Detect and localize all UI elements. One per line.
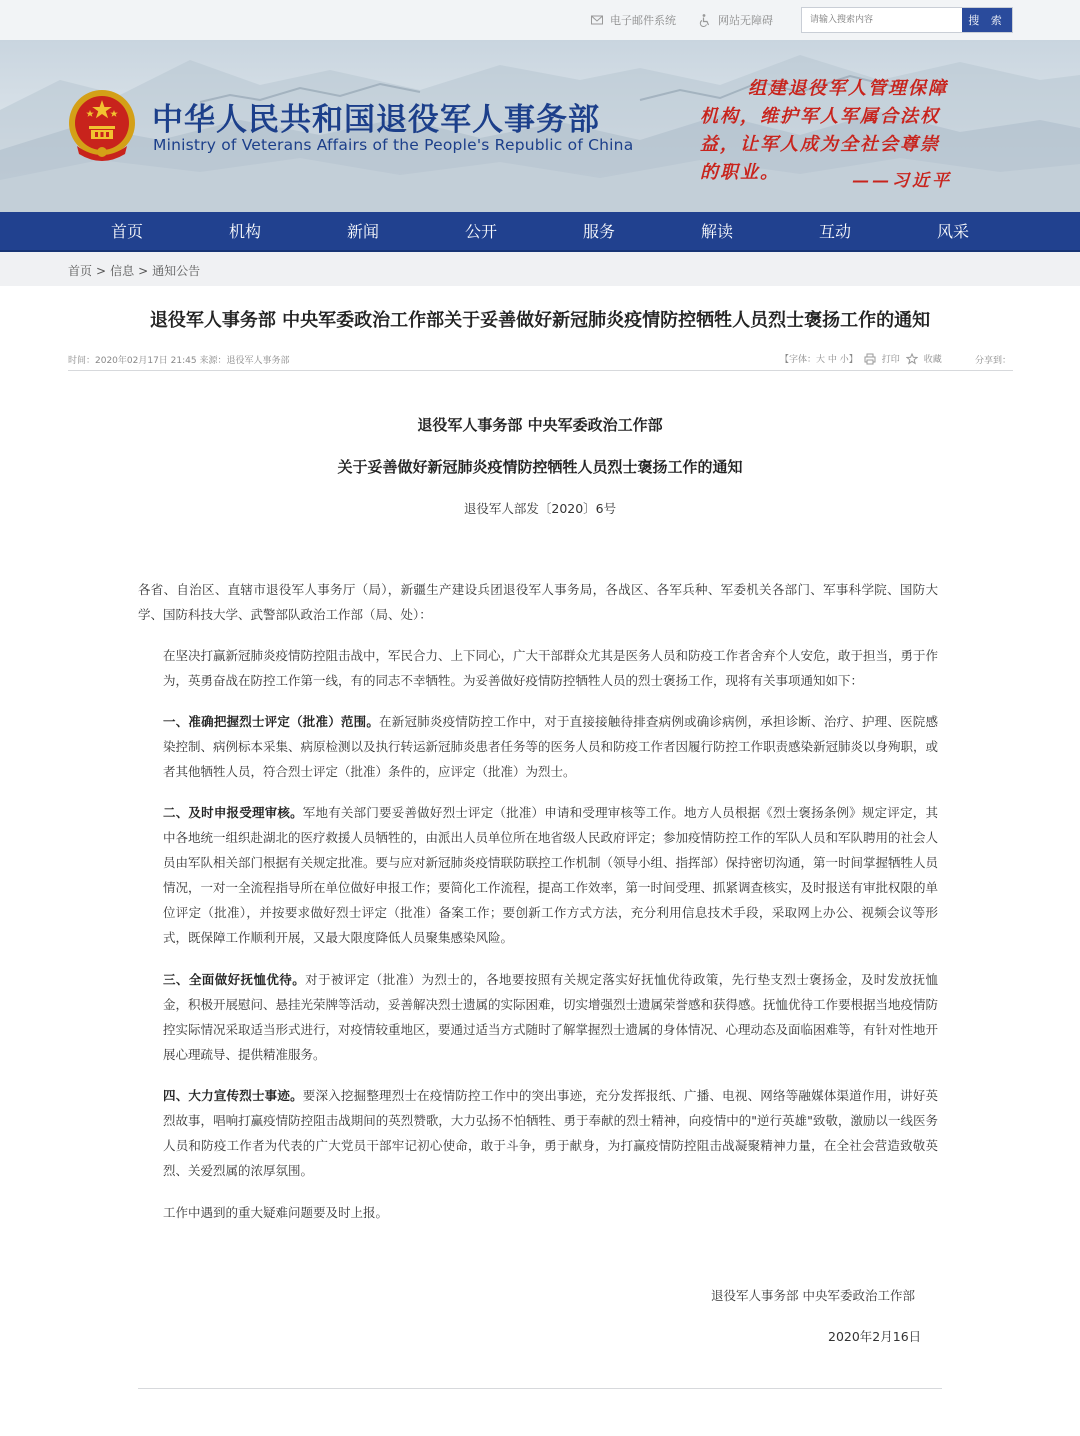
quote-line: 益，让军人成为全社会尊崇 xyxy=(700,134,940,155)
signature-date: 2020年2月16日 xyxy=(828,1329,922,1344)
nav-item-public[interactable]: 公开 xyxy=(464,222,498,241)
quote-line: 的职业。 xyxy=(700,162,780,183)
article-tools xyxy=(780,352,942,365)
recipients-paragraph: 各省、自治区、直辖市退役军人事务厅（局），新疆生产建设兵团退役军人事务局，各战区、各军兵种、军委机关各部门、军事科学院、国防大学、国防科技大学、武警部队政治工作部（局、处）： xyxy=(138,582,938,622)
site-title-cn: 中华人民共和国退役军人事务部 xyxy=(152,102,600,138)
section-1 xyxy=(138,709,938,784)
print-button[interactable]: 打印 xyxy=(881,355,900,365)
section-4-body: 要深入挖掘整理烈士在疫情防控工作中的突出事迹，充分发挥报纸、广播、电视、网络等融媒体渠道作用，讲好英烈故事，唱响打赢疫情防控阻击战期间的英烈赞歌，大力弘扬不怕牺牲、勇于奉献的烈士精神，向疫情中的"逆行英雄"致敬，激励以一线医务人员和防疫工作者为代表的广大党员干部牢记初心使命，敢于斗争，勇于献身，为打赢疫情防控阻击战凝聚精神力量，在全社会营造致敬英烈、关爱烈属的浓厚氛围。 xyxy=(163,1088,938,1178)
divider xyxy=(68,370,1013,371)
email-label: 电子邮件系统 xyxy=(610,14,676,27)
accessibility-icon xyxy=(698,13,712,27)
intro-text: 在坚决打赢新冠肺炎疫情防控阻击战中，军民合力、上下同心，广大干部群众尤其是医务人员和防疫工作者舍弃个人安危，敢于担当，勇于作为，英勇奋战在防控工作第一线，有的同志不幸牺牲。为妥善做好疫情防控牺牲人员的烈士褒扬工作，现将有关事项通知如下： xyxy=(163,648,939,688)
national-emblem-icon xyxy=(67,88,137,162)
email-link[interactable] xyxy=(590,12,676,28)
search-button[interactable]: 搜 索 xyxy=(962,8,1012,32)
search-box xyxy=(801,7,1013,33)
quote-line: 组建退役军人管理保障 xyxy=(748,78,948,99)
closing-paragraph xyxy=(138,1200,938,1225)
divider xyxy=(138,1388,942,1389)
section-4-title: 四、大力宣传烈士事迹。 xyxy=(163,1088,303,1103)
breadcrumb-home[interactable]: 首页 xyxy=(68,264,93,278)
section-2-title: 二、及时申报受理审核。 xyxy=(163,805,303,820)
quote-line: 机构，维护军人军属合法权 xyxy=(700,106,940,127)
nav-item-services[interactable]: 服务 xyxy=(582,222,616,241)
breadcrumb-info[interactable]: 信息 xyxy=(110,264,135,278)
section-1-title: 一、准确把握烈士评定（批准）范围。 xyxy=(163,714,380,729)
section-2 xyxy=(138,800,938,950)
intro-paragraph xyxy=(138,643,938,693)
main-nav xyxy=(0,212,1080,252)
section-3 xyxy=(138,967,938,1067)
mail-icon xyxy=(590,13,604,27)
article-title: 退役军人事务部 中央军委政治工作部关于妥善做好新冠肺炎疫情防控牺牲人员烈士褒扬工作的通知 xyxy=(149,310,931,331)
print-icon xyxy=(864,353,876,365)
favorite-button[interactable]: 收藏 xyxy=(923,355,942,365)
document-heading-issuer: 退役军人事务部 中央军委政治工作部 xyxy=(417,416,663,434)
quote-author: ——习近平 xyxy=(852,171,952,191)
breadcrumb-notices[interactable]: 通知公告 xyxy=(152,264,201,278)
site-banner xyxy=(0,40,1080,212)
site-title-en: Ministry of Veterans Affairs of the People's Republic of China xyxy=(153,136,634,154)
section-3-body: 对于被评定（批准）为烈士的，各地要按照有关规定落实好抚恤优待政策，先行垫支烈士褒扬金，及时发放抚恤金，积极开展慰问、悬挂光荣牌等活动，妥善解决烈士遗属的实际困难，切实增强烈士遗属荣誉感和获得感。抚恤优待工作要根据当地疫情防控实际情况采取适当形式进行，对疫情较重地区，要通过适当方式随时了解掌握烈士遗属的身体情况、心理动态及面临困难等，有针对性地开展心理疏导、提供精准服务。 xyxy=(163,972,939,1062)
font-size-control[interactable]: 【字体：大 中 小】 xyxy=(780,355,858,365)
nav-item-style[interactable]: 风采 xyxy=(936,222,970,241)
top-utility-bar xyxy=(0,0,1080,40)
nav-item-organization[interactable]: 机构 xyxy=(228,222,262,241)
section-3-title: 三、全面做好抚恤优待。 xyxy=(163,972,306,987)
closing-text: 工作中遇到的重大疑难问题要及时上报。 xyxy=(163,1205,389,1220)
section-1-body: 在新冠肺炎疫情防控工作中，对于直接接触待排查病例或确诊病例，承担诊断、治疗、护理、医院感染控制、病例标本采集、病原检测以及执行转运新冠肺炎患者任务等的医务人员和防疫工作者因履行防控工作职责感染新冠肺炎以身殉职，或者其他牺牲人员，符合烈士评定（批准）条件的，应评定（批准）为烈士。 xyxy=(163,714,939,779)
share-label: 分享到： xyxy=(975,356,1012,366)
accessibility-label: 网站无障碍 xyxy=(718,14,773,27)
section-2-body: 军地有关部门要妥善做好烈士评定（批准）申请和受理审核等工作。地方人员根据《烈士褒扬条例》规定评定，其中各地统一组织赴湖北的医疗救援人员牺牲的，由派出人员单位所在地省级人民政府评定；参加疫情防控工作的军队人员和军队聘用的社会人员由军队相关部门根据有关规定批准。要与应对新冠肺炎疫情联防联控工作机制（领导小组、指挥部）保持密切沟通，第一时间掌握牺牲人员情况，一对一全流程指导所在单位做好申报工作；要简化工作流程，提高工作效率，第一时间受理、抓紧调查核实，及时报送有审批权限的单位评定（批准），并按要求做好烈士评定（批准）备案工作；要创新工作方式方法，充分利用信息技术手段，采取网上办公、视频会议等形式，既保障工作顺利开展，又最大限度降低人员聚集感染风险。 xyxy=(163,805,939,945)
document-number: 退役军人部发〔2020〕6号 xyxy=(463,501,617,516)
nav-item-interpretation[interactable]: 解读 xyxy=(700,222,734,241)
document-heading-subject: 关于妥善做好新冠肺炎疫情防控牺牲人员烈士褒扬工作的通知 xyxy=(337,458,743,476)
nav-item-news[interactable]: 新闻 xyxy=(346,222,380,241)
nav-item-home[interactable]: 首页 xyxy=(110,222,144,241)
article-meta: 时间：2020年02月17日 21:45 来源：退役军人事务部 xyxy=(68,356,290,366)
search-input[interactable] xyxy=(802,8,962,32)
star-icon xyxy=(906,353,918,365)
section-4 xyxy=(138,1083,938,1183)
accessibility-link[interactable] xyxy=(698,12,773,28)
signature: 退役军人事务部 中央军委政治工作部 xyxy=(711,1288,915,1303)
breadcrumb-bar xyxy=(0,252,1080,286)
breadcrumb: 首页 > 信息 > 通知公告 xyxy=(68,264,201,278)
nav-item-interaction[interactable]: 互动 xyxy=(818,222,852,241)
